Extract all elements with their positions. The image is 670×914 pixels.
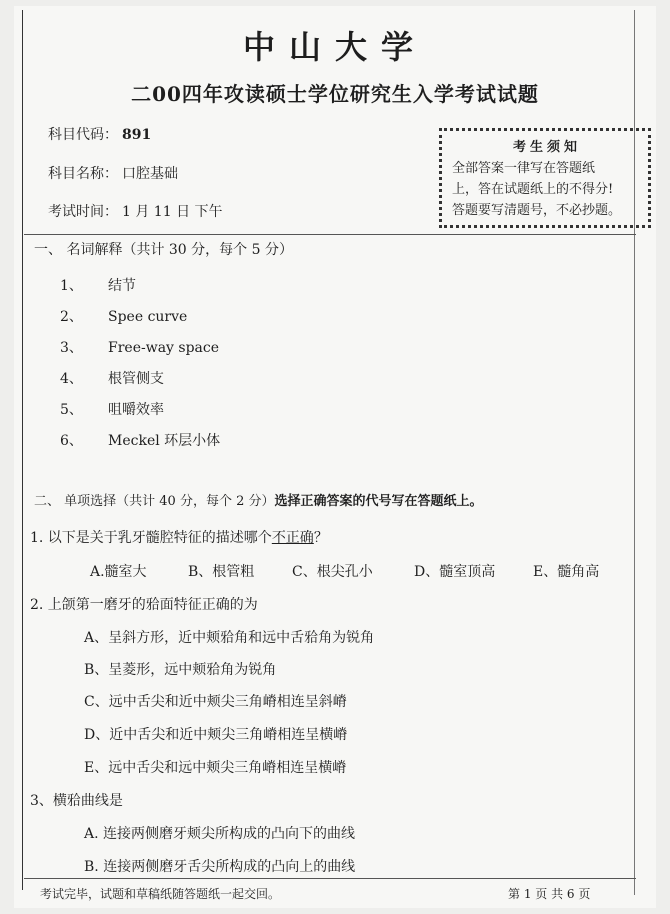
subject-code-row: [48, 124, 151, 144]
school-name: 中山大学: [242, 28, 427, 66]
subject-code-label: 科目代码：: [48, 127, 118, 143]
term-text: 根管侧支: [108, 371, 164, 387]
term-number: 1、: [60, 278, 83, 294]
term-item: [60, 368, 164, 388]
notice-line-2: 上，答在试题纸上的不得分!: [452, 182, 614, 197]
subject-name-label: 科目名称：: [48, 166, 118, 182]
exam-title: 二00四年攻读硕士学位研究生入学考试试题: [131, 82, 539, 106]
question-2-stem: 2. 上颌第一磨牙的𬌗面特征正确的为: [30, 597, 258, 613]
term-number: 4、: [60, 371, 83, 387]
notice-line-1: 全部答案一律写在答题纸: [452, 161, 596, 176]
q1-option: A.髓室大: [90, 564, 147, 580]
section-2-heading-text: 二、 单项选择（共计 40 分，每个 2 分）: [34, 494, 275, 509]
exam-time-row: [48, 201, 223, 221]
q1-stem-post: ？: [313, 530, 328, 546]
subject-code-value: 891: [122, 127, 152, 143]
q2-option: E、远中舌尖和远中颊尖三角嵴相连呈横嵴: [84, 760, 347, 776]
subject-name-row: [48, 163, 178, 183]
q1-option: B、根管粗: [188, 564, 255, 580]
q2-option: D、近中舌尖和近中颊尖三角嵴相连呈横嵴: [84, 727, 348, 743]
term-item: [60, 337, 219, 357]
q1-option: D、髓室顶高: [414, 564, 496, 580]
q3-option: B. 连接两侧磨牙舌尖所构成的凸向上的曲线: [84, 859, 356, 875]
term-item: [60, 306, 187, 326]
term-text: 咀嚼效率: [108, 402, 164, 418]
exam-time-label: 考试时间：: [48, 204, 118, 220]
notice-title: 考生须知: [512, 140, 581, 155]
section-1-heading: 一、 名词解释（共计 30 分，每个 5 分）: [34, 242, 293, 258]
subject-name-value: 口腔基础: [122, 166, 178, 182]
term-item: [60, 399, 164, 419]
term-text: 结节: [108, 278, 136, 294]
term-number: 3、: [60, 340, 83, 356]
notice-line-3: 答题要写清题号，不必抄题。: [452, 203, 622, 218]
term-text: Spee curve: [108, 309, 188, 325]
section-2-heading: [34, 490, 483, 509]
term-number: 5、: [60, 402, 83, 418]
candidate-notice-box: [439, 128, 651, 228]
term-item: [60, 275, 136, 295]
section-2-heading-instruction: 选择正确答案的代号写在答题纸上。: [274, 494, 483, 509]
header-divider: [24, 234, 636, 235]
term-item: [60, 430, 220, 450]
footer-note: 考试完毕，试题和草稿纸随答题纸一起交回。: [40, 887, 281, 901]
term-number: 6、: [60, 433, 83, 449]
q1-stem-pre: 1. 以下是关于乳牙髓腔特征的描述哪个: [30, 530, 272, 546]
footer-divider: [24, 878, 636, 879]
question-3-stem: 3、横𬌗曲线是: [30, 793, 123, 809]
q1-option: C、根尖孔小: [292, 564, 373, 580]
question-1-stem: [30, 527, 328, 547]
q1-option: E、髓角高: [533, 564, 600, 580]
q3-option: A. 连接两侧磨牙颊尖所构成的凸向下的曲线: [84, 826, 356, 842]
term-text: Free-way space: [108, 340, 220, 356]
term-number: 2、: [60, 309, 83, 325]
q2-option: B、呈菱形，远中颊𬌗角为锐角: [84, 662, 277, 678]
exam-time-value: 1 月 11 日 下午: [122, 204, 223, 220]
left-margin-line: [22, 10, 23, 890]
page-number: 第 1 页 共 6 页: [508, 887, 591, 901]
q2-option: C、远中舌尖和近中颊尖三角嵴相连呈斜嵴: [84, 694, 347, 710]
term-text: Meckel 环层小体: [108, 433, 221, 449]
q2-option: A、呈斜方形，近中颊𬌗角和远中舌𬌗角为锐角: [84, 630, 375, 646]
q1-stem-emphasis: 不正确: [271, 530, 314, 546]
